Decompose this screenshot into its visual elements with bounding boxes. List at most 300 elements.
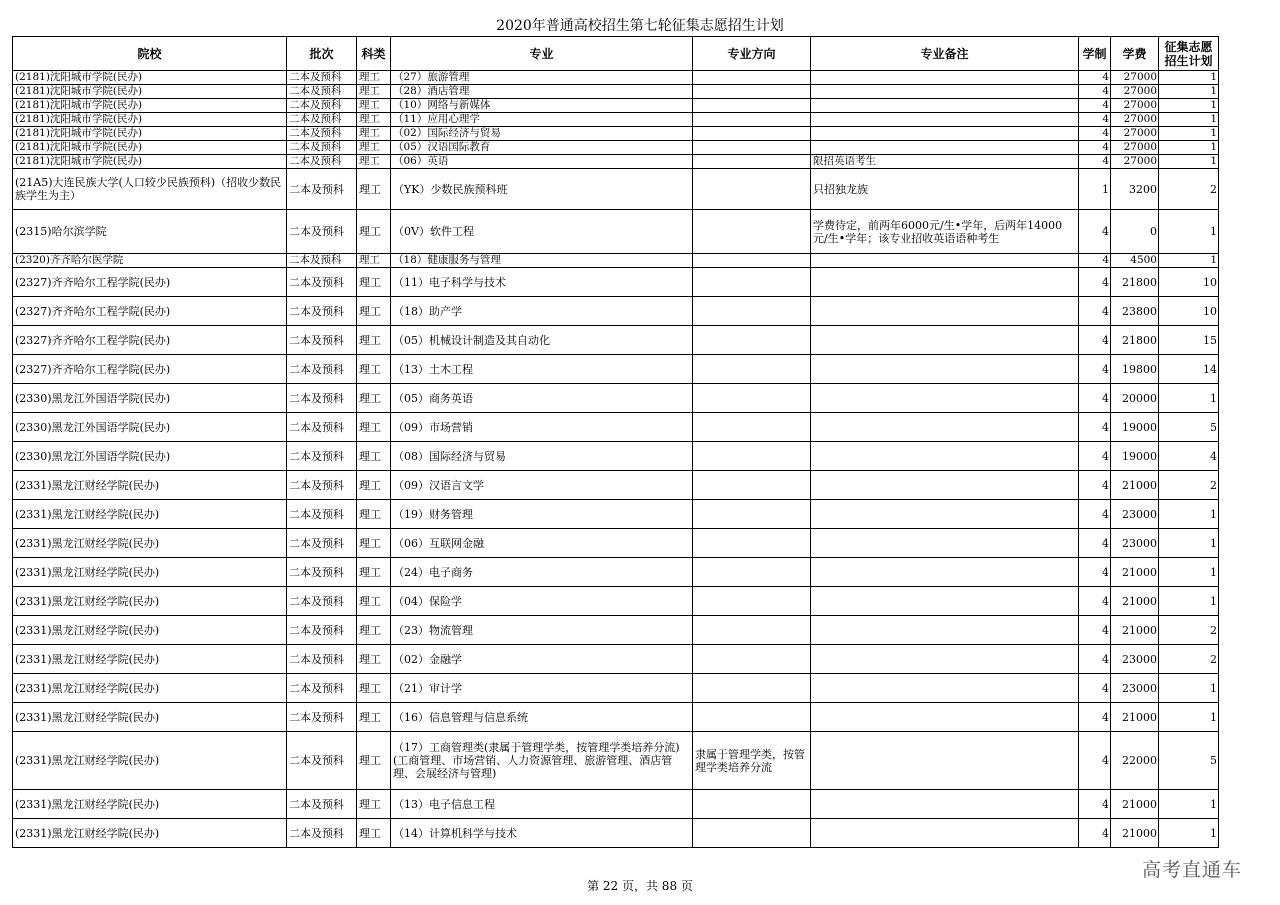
plan-cell: 1 bbox=[1159, 113, 1219, 127]
fee-cell: 27000 bbox=[1111, 71, 1159, 85]
category-cell: 理工 bbox=[357, 99, 391, 113]
fee-cell: 4500 bbox=[1111, 254, 1159, 268]
category-cell: 理工 bbox=[357, 819, 391, 848]
note-cell bbox=[811, 529, 1079, 558]
plan-cell: 5 bbox=[1159, 413, 1219, 442]
major-cell: （05）商务英语 bbox=[391, 384, 693, 413]
school-cell: (2181)沈阳城市学院(民办) bbox=[13, 155, 287, 169]
school-cell: (2331)黑龙江财经学院(民办) bbox=[13, 790, 287, 819]
table-row bbox=[13, 529, 1219, 558]
direction-cell bbox=[693, 268, 811, 297]
batch-cell: 二本及预科 bbox=[287, 413, 357, 442]
batch-cell: 二本及预科 bbox=[287, 384, 357, 413]
category-cell: 理工 bbox=[357, 558, 391, 587]
school-cell: (2330)黑龙江外国语学院(民办) bbox=[13, 413, 287, 442]
fee-cell: 19000 bbox=[1111, 413, 1159, 442]
school-cell: (2330)黑龙江外国语学院(民办) bbox=[13, 384, 287, 413]
category-cell: 理工 bbox=[357, 616, 391, 645]
batch-cell: 二本及预科 bbox=[287, 127, 357, 141]
table-row bbox=[13, 113, 1219, 127]
years-cell: 4 bbox=[1079, 254, 1111, 268]
fee-cell: 27000 bbox=[1111, 85, 1159, 99]
years-cell: 4 bbox=[1079, 790, 1111, 819]
fee-cell: 27000 bbox=[1111, 99, 1159, 113]
table-row bbox=[13, 297, 1219, 326]
header-category: 科类 bbox=[357, 37, 391, 71]
direction-cell bbox=[693, 442, 811, 471]
major-cell: （06）英语 bbox=[391, 155, 693, 169]
major-cell: （23）物流管理 bbox=[391, 616, 693, 645]
note-cell bbox=[811, 297, 1079, 326]
note-cell bbox=[811, 819, 1079, 848]
major-cell: （17）工商管理类(隶属于管理学类，按管理学类培养分流)(工商管理、市场营销、人力资源管理、旅游管理、酒店管理、会展经济与管理) bbox=[391, 732, 693, 790]
major-cell: （08）国际经济与贸易 bbox=[391, 442, 693, 471]
school-cell: (2331)黑龙江财经学院(民办) bbox=[13, 819, 287, 848]
direction-cell bbox=[693, 71, 811, 85]
major-cell: （13）电子信息工程 bbox=[391, 790, 693, 819]
direction-cell bbox=[693, 85, 811, 99]
school-cell: (2315)哈尔滨学院 bbox=[13, 210, 287, 254]
batch-cell: 二本及预科 bbox=[287, 210, 357, 254]
table-row bbox=[13, 326, 1219, 355]
header-years: 学制 bbox=[1079, 37, 1111, 71]
fee-cell: 21000 bbox=[1111, 703, 1159, 732]
category-cell: 理工 bbox=[357, 529, 391, 558]
category-cell: 理工 bbox=[357, 254, 391, 268]
category-cell: 理工 bbox=[357, 71, 391, 85]
years-cell: 4 bbox=[1079, 674, 1111, 703]
years-cell: 4 bbox=[1079, 297, 1111, 326]
plan-cell: 1 bbox=[1159, 127, 1219, 141]
school-cell: (21A5)大连民族大学(人口较少民族预科)（招收少数民族学生为主） bbox=[13, 169, 287, 210]
category-cell: 理工 bbox=[357, 85, 391, 99]
direction-cell bbox=[693, 326, 811, 355]
school-cell: (2331)黑龙江财经学院(民办) bbox=[13, 587, 287, 616]
category-cell: 理工 bbox=[357, 155, 391, 169]
table-row bbox=[13, 141, 1219, 155]
plan-cell: 15 bbox=[1159, 326, 1219, 355]
category-cell: 理工 bbox=[357, 442, 391, 471]
note-cell bbox=[811, 442, 1079, 471]
category-cell: 理工 bbox=[357, 645, 391, 674]
fee-cell: 27000 bbox=[1111, 155, 1159, 169]
fee-cell: 19000 bbox=[1111, 442, 1159, 471]
school-cell: (2181)沈阳城市学院(民办) bbox=[13, 85, 287, 99]
plan-cell: 1 bbox=[1159, 384, 1219, 413]
years-cell: 4 bbox=[1079, 99, 1111, 113]
category-cell: 理工 bbox=[357, 210, 391, 254]
batch-cell: 二本及预科 bbox=[287, 645, 357, 674]
header-note: 专业备注 bbox=[811, 37, 1079, 71]
category-cell: 理工 bbox=[357, 268, 391, 297]
fee-cell: 21000 bbox=[1111, 558, 1159, 587]
years-cell: 4 bbox=[1079, 471, 1111, 500]
fee-cell: 21000 bbox=[1111, 819, 1159, 848]
fee-cell: 27000 bbox=[1111, 141, 1159, 155]
school-cell: (2331)黑龙江财经学院(民办) bbox=[13, 703, 287, 732]
school-cell: (2181)沈阳城市学院(民办) bbox=[13, 113, 287, 127]
fee-cell: 23000 bbox=[1111, 529, 1159, 558]
plan-cell: 1 bbox=[1159, 529, 1219, 558]
category-cell: 理工 bbox=[357, 732, 391, 790]
years-cell: 4 bbox=[1079, 413, 1111, 442]
school-cell: (2181)沈阳城市学院(民办) bbox=[13, 99, 287, 113]
direction-cell bbox=[693, 587, 811, 616]
years-cell: 4 bbox=[1079, 529, 1111, 558]
fee-cell: 22000 bbox=[1111, 732, 1159, 790]
table-row bbox=[13, 819, 1219, 848]
major-cell: （05）汉语国际教育 bbox=[391, 141, 693, 155]
major-cell: （04）保险学 bbox=[391, 587, 693, 616]
header-school: 院校 bbox=[13, 37, 287, 71]
table-row bbox=[13, 790, 1219, 819]
note-cell: 限招英语考生 bbox=[811, 155, 1079, 169]
category-cell: 理工 bbox=[357, 127, 391, 141]
category-cell: 理工 bbox=[357, 141, 391, 155]
note-cell bbox=[811, 558, 1079, 587]
school-cell: (2327)齐齐哈尔工程学院(民办) bbox=[13, 326, 287, 355]
table-row bbox=[13, 471, 1219, 500]
note-cell bbox=[811, 99, 1079, 113]
major-cell: （27）旅游管理 bbox=[391, 71, 693, 85]
header-plan: 征集志愿 招生计划 bbox=[1159, 37, 1219, 71]
school-cell: (2320)齐齐哈尔医学院 bbox=[13, 254, 287, 268]
school-cell: (2331)黑龙江财经学院(民办) bbox=[13, 500, 287, 529]
major-cell: （11）电子科学与技术 bbox=[391, 268, 693, 297]
years-cell: 1 bbox=[1079, 169, 1111, 210]
table-row bbox=[13, 99, 1219, 113]
note-cell bbox=[811, 254, 1079, 268]
admission-plan-table bbox=[12, 36, 1219, 848]
direction-cell bbox=[693, 141, 811, 155]
note-cell bbox=[811, 127, 1079, 141]
batch-cell: 二本及预科 bbox=[287, 113, 357, 127]
years-cell: 4 bbox=[1079, 645, 1111, 674]
school-cell: (2331)黑龙江财经学院(民办) bbox=[13, 732, 287, 790]
category-cell: 理工 bbox=[357, 703, 391, 732]
plan-cell: 1 bbox=[1159, 155, 1219, 169]
direction-cell bbox=[693, 616, 811, 645]
plan-cell: 2 bbox=[1159, 645, 1219, 674]
major-cell: （02）国际经济与贸易 bbox=[391, 127, 693, 141]
school-cell: (2331)黑龙江财经学院(民办) bbox=[13, 674, 287, 703]
batch-cell: 二本及预科 bbox=[287, 326, 357, 355]
major-cell: （18）助产学 bbox=[391, 297, 693, 326]
school-cell: (2331)黑龙江财经学院(民办) bbox=[13, 471, 287, 500]
school-cell: (2327)齐齐哈尔工程学院(民办) bbox=[13, 355, 287, 384]
document-title: 2020年普通高校招生第七轮征集志愿招生计划 bbox=[496, 18, 784, 34]
category-cell: 理工 bbox=[357, 384, 391, 413]
school-cell: (2327)齐齐哈尔工程学院(民办) bbox=[13, 297, 287, 326]
fee-cell: 23000 bbox=[1111, 645, 1159, 674]
major-cell: （28）酒店管理 bbox=[391, 85, 693, 99]
years-cell: 4 bbox=[1079, 155, 1111, 169]
direction-cell bbox=[693, 99, 811, 113]
years-cell: 4 bbox=[1079, 500, 1111, 529]
school-cell: (2181)沈阳城市学院(民办) bbox=[13, 141, 287, 155]
table-row bbox=[13, 500, 1219, 529]
table-row bbox=[13, 674, 1219, 703]
batch-cell: 二本及预科 bbox=[287, 616, 357, 645]
batch-cell: 二本及预科 bbox=[287, 790, 357, 819]
note-cell bbox=[811, 674, 1079, 703]
plan-cell: 1 bbox=[1159, 558, 1219, 587]
category-cell: 理工 bbox=[357, 674, 391, 703]
category-cell: 理工 bbox=[357, 790, 391, 819]
major-cell: （05）机械设计制造及其自动化 bbox=[391, 326, 693, 355]
major-cell: （16）信息管理与信息系统 bbox=[391, 703, 693, 732]
major-cell: （09）市场营销 bbox=[391, 413, 693, 442]
note-cell bbox=[811, 645, 1079, 674]
batch-cell: 二本及预科 bbox=[287, 85, 357, 99]
fee-cell: 23800 bbox=[1111, 297, 1159, 326]
table-row bbox=[13, 169, 1219, 210]
category-cell: 理工 bbox=[357, 355, 391, 384]
plan-cell: 10 bbox=[1159, 297, 1219, 326]
plan-cell: 1 bbox=[1159, 703, 1219, 732]
table-row bbox=[13, 413, 1219, 442]
plan-cell: 1 bbox=[1159, 674, 1219, 703]
years-cell: 4 bbox=[1079, 587, 1111, 616]
school-cell: (2331)黑龙江财经学院(民办) bbox=[13, 645, 287, 674]
plan-cell: 2 bbox=[1159, 616, 1219, 645]
years-cell: 4 bbox=[1079, 326, 1111, 355]
fee-cell: 19800 bbox=[1111, 355, 1159, 384]
table-row bbox=[13, 127, 1219, 141]
note-cell bbox=[811, 587, 1079, 616]
major-cell: （19）财务管理 bbox=[391, 500, 693, 529]
major-cell: （11）应用心理学 bbox=[391, 113, 693, 127]
school-cell: (2331)黑龙江财经学院(民办) bbox=[13, 558, 287, 587]
plan-cell: 1 bbox=[1159, 99, 1219, 113]
note-cell bbox=[811, 113, 1079, 127]
plan-cell: 4 bbox=[1159, 442, 1219, 471]
years-cell: 4 bbox=[1079, 141, 1111, 155]
direction-cell bbox=[693, 254, 811, 268]
years-cell: 4 bbox=[1079, 85, 1111, 99]
watermark: 高考直通车 bbox=[1142, 859, 1243, 881]
school-cell: (2331)黑龙江财经学院(民办) bbox=[13, 529, 287, 558]
header-fee: 学费 bbox=[1111, 37, 1159, 71]
years-cell: 4 bbox=[1079, 113, 1111, 127]
years-cell: 4 bbox=[1079, 355, 1111, 384]
batch-cell: 二本及预科 bbox=[287, 587, 357, 616]
category-cell: 理工 bbox=[357, 471, 391, 500]
years-cell: 4 bbox=[1079, 703, 1111, 732]
note-cell: 只招独龙族 bbox=[811, 169, 1079, 210]
major-cell: （14）计算机科学与技术 bbox=[391, 819, 693, 848]
table-row bbox=[13, 85, 1219, 99]
plan-cell: 10 bbox=[1159, 268, 1219, 297]
plan-cell: 1 bbox=[1159, 587, 1219, 616]
plan-cell: 2 bbox=[1159, 169, 1219, 210]
batch-cell: 二本及预科 bbox=[287, 819, 357, 848]
note-cell bbox=[811, 355, 1079, 384]
batch-cell: 二本及预科 bbox=[287, 529, 357, 558]
header-major: 专业 bbox=[391, 37, 693, 71]
direction-cell bbox=[693, 703, 811, 732]
note-cell bbox=[811, 141, 1079, 155]
table-row bbox=[13, 254, 1219, 268]
school-cell: (2181)沈阳城市学院(民办) bbox=[13, 127, 287, 141]
header-batch: 批次 bbox=[287, 37, 357, 71]
years-cell: 4 bbox=[1079, 210, 1111, 254]
major-cell: （21）审计学 bbox=[391, 674, 693, 703]
fee-cell: 21800 bbox=[1111, 268, 1159, 297]
note-cell bbox=[811, 326, 1079, 355]
years-cell: 4 bbox=[1079, 819, 1111, 848]
note-cell bbox=[811, 500, 1079, 529]
fee-cell: 23000 bbox=[1111, 674, 1159, 703]
category-cell: 理工 bbox=[357, 587, 391, 616]
note-cell bbox=[811, 85, 1079, 99]
fee-cell: 23000 bbox=[1111, 500, 1159, 529]
batch-cell: 二本及预科 bbox=[287, 254, 357, 268]
page-footer: 第 22 页，共 88 页 bbox=[587, 879, 693, 893]
batch-cell: 二本及预科 bbox=[287, 99, 357, 113]
table-row bbox=[13, 71, 1219, 85]
plan-cell: 2 bbox=[1159, 471, 1219, 500]
years-cell: 4 bbox=[1079, 127, 1111, 141]
plan-cell: 1 bbox=[1159, 819, 1219, 848]
major-cell: （06）互联网金融 bbox=[391, 529, 693, 558]
direction-cell bbox=[693, 500, 811, 529]
batch-cell: 二本及预科 bbox=[287, 732, 357, 790]
note-cell bbox=[811, 732, 1079, 790]
fee-cell: 3200 bbox=[1111, 169, 1159, 210]
table-row bbox=[13, 645, 1219, 674]
table-row bbox=[13, 558, 1219, 587]
direction-cell bbox=[693, 113, 811, 127]
major-cell: （YK）少数民族预科班 bbox=[391, 169, 693, 210]
fee-cell: 21000 bbox=[1111, 471, 1159, 500]
direction-cell bbox=[693, 558, 811, 587]
direction-cell bbox=[693, 645, 811, 674]
table-header-row bbox=[13, 37, 1219, 71]
batch-cell: 二本及预科 bbox=[287, 442, 357, 471]
direction-cell bbox=[693, 127, 811, 141]
note-cell bbox=[811, 384, 1079, 413]
category-cell: 理工 bbox=[357, 297, 391, 326]
major-cell: （02）金融学 bbox=[391, 645, 693, 674]
batch-cell: 二本及预科 bbox=[287, 141, 357, 155]
note-cell bbox=[811, 790, 1079, 819]
direction-cell bbox=[693, 674, 811, 703]
plan-cell: 5 bbox=[1159, 732, 1219, 790]
note-cell bbox=[811, 71, 1079, 85]
category-cell: 理工 bbox=[357, 413, 391, 442]
batch-cell: 二本及预科 bbox=[287, 71, 357, 85]
years-cell: 4 bbox=[1079, 616, 1111, 645]
plan-cell: 1 bbox=[1159, 71, 1219, 85]
table-row bbox=[13, 210, 1219, 254]
fee-cell: 21000 bbox=[1111, 587, 1159, 616]
category-cell: 理工 bbox=[357, 169, 391, 210]
table-row bbox=[13, 155, 1219, 169]
note-cell bbox=[811, 703, 1079, 732]
batch-cell: 二本及预科 bbox=[287, 355, 357, 384]
school-cell: (2327)齐齐哈尔工程学院(民办) bbox=[13, 268, 287, 297]
years-cell: 4 bbox=[1079, 71, 1111, 85]
batch-cell: 二本及预科 bbox=[287, 297, 357, 326]
direction-cell bbox=[693, 169, 811, 210]
direction-cell bbox=[693, 155, 811, 169]
batch-cell: 二本及预科 bbox=[287, 674, 357, 703]
plan-cell: 1 bbox=[1159, 141, 1219, 155]
direction-cell bbox=[693, 790, 811, 819]
batch-cell: 二本及预科 bbox=[287, 703, 357, 732]
table-row bbox=[13, 732, 1219, 790]
fee-cell: 21800 bbox=[1111, 326, 1159, 355]
plan-cell: 14 bbox=[1159, 355, 1219, 384]
plan-cell: 1 bbox=[1159, 500, 1219, 529]
years-cell: 4 bbox=[1079, 442, 1111, 471]
direction-cell bbox=[693, 413, 811, 442]
table-row bbox=[13, 616, 1219, 645]
plan-cell: 1 bbox=[1159, 85, 1219, 99]
major-cell: （0V）软件工程 bbox=[391, 210, 693, 254]
years-cell: 4 bbox=[1079, 384, 1111, 413]
fee-cell: 21000 bbox=[1111, 790, 1159, 819]
years-cell: 4 bbox=[1079, 732, 1111, 790]
fee-cell: 27000 bbox=[1111, 127, 1159, 141]
major-cell: （18）健康服务与管理 bbox=[391, 254, 693, 268]
plan-cell: 1 bbox=[1159, 254, 1219, 268]
note-cell bbox=[811, 471, 1079, 500]
fee-cell: 20000 bbox=[1111, 384, 1159, 413]
batch-cell: 二本及预科 bbox=[287, 268, 357, 297]
school-cell: (2331)黑龙江财经学院(民办) bbox=[13, 616, 287, 645]
major-cell: （10）网络与新媒体 bbox=[391, 99, 693, 113]
direction-cell bbox=[693, 529, 811, 558]
header-direction: 专业方向 bbox=[693, 37, 811, 71]
batch-cell: 二本及预科 bbox=[287, 169, 357, 210]
batch-cell: 二本及预科 bbox=[287, 558, 357, 587]
category-cell: 理工 bbox=[357, 500, 391, 529]
table-row bbox=[13, 587, 1219, 616]
fee-cell: 0 bbox=[1111, 210, 1159, 254]
batch-cell: 二本及预科 bbox=[287, 155, 357, 169]
direction-cell: 隶属于管理学类，按管理学类培养分流 bbox=[693, 732, 811, 790]
fee-cell: 27000 bbox=[1111, 113, 1159, 127]
major-cell: （24）电子商务 bbox=[391, 558, 693, 587]
years-cell: 4 bbox=[1079, 558, 1111, 587]
plan-cell: 1 bbox=[1159, 210, 1219, 254]
years-cell: 4 bbox=[1079, 268, 1111, 297]
direction-cell bbox=[693, 210, 811, 254]
table-row bbox=[13, 355, 1219, 384]
direction-cell bbox=[693, 471, 811, 500]
major-cell: （09）汉语言文学 bbox=[391, 471, 693, 500]
direction-cell bbox=[693, 384, 811, 413]
category-cell: 理工 bbox=[357, 113, 391, 127]
note-cell bbox=[811, 413, 1079, 442]
table-row bbox=[13, 703, 1219, 732]
table-row bbox=[13, 442, 1219, 471]
note-cell bbox=[811, 616, 1079, 645]
category-cell: 理工 bbox=[357, 326, 391, 355]
table-row bbox=[13, 384, 1219, 413]
school-cell: (2181)沈阳城市学院(民办) bbox=[13, 71, 287, 85]
plan-cell: 1 bbox=[1159, 790, 1219, 819]
fee-cell: 21000 bbox=[1111, 616, 1159, 645]
direction-cell bbox=[693, 355, 811, 384]
note-cell bbox=[811, 268, 1079, 297]
batch-cell: 二本及预科 bbox=[287, 471, 357, 500]
batch-cell: 二本及预科 bbox=[287, 500, 357, 529]
note-cell: 学费待定，前两年6000元/生•学年，后两年14000元/生•学年；该专业招收英语语种考生 bbox=[811, 210, 1079, 254]
direction-cell bbox=[693, 819, 811, 848]
